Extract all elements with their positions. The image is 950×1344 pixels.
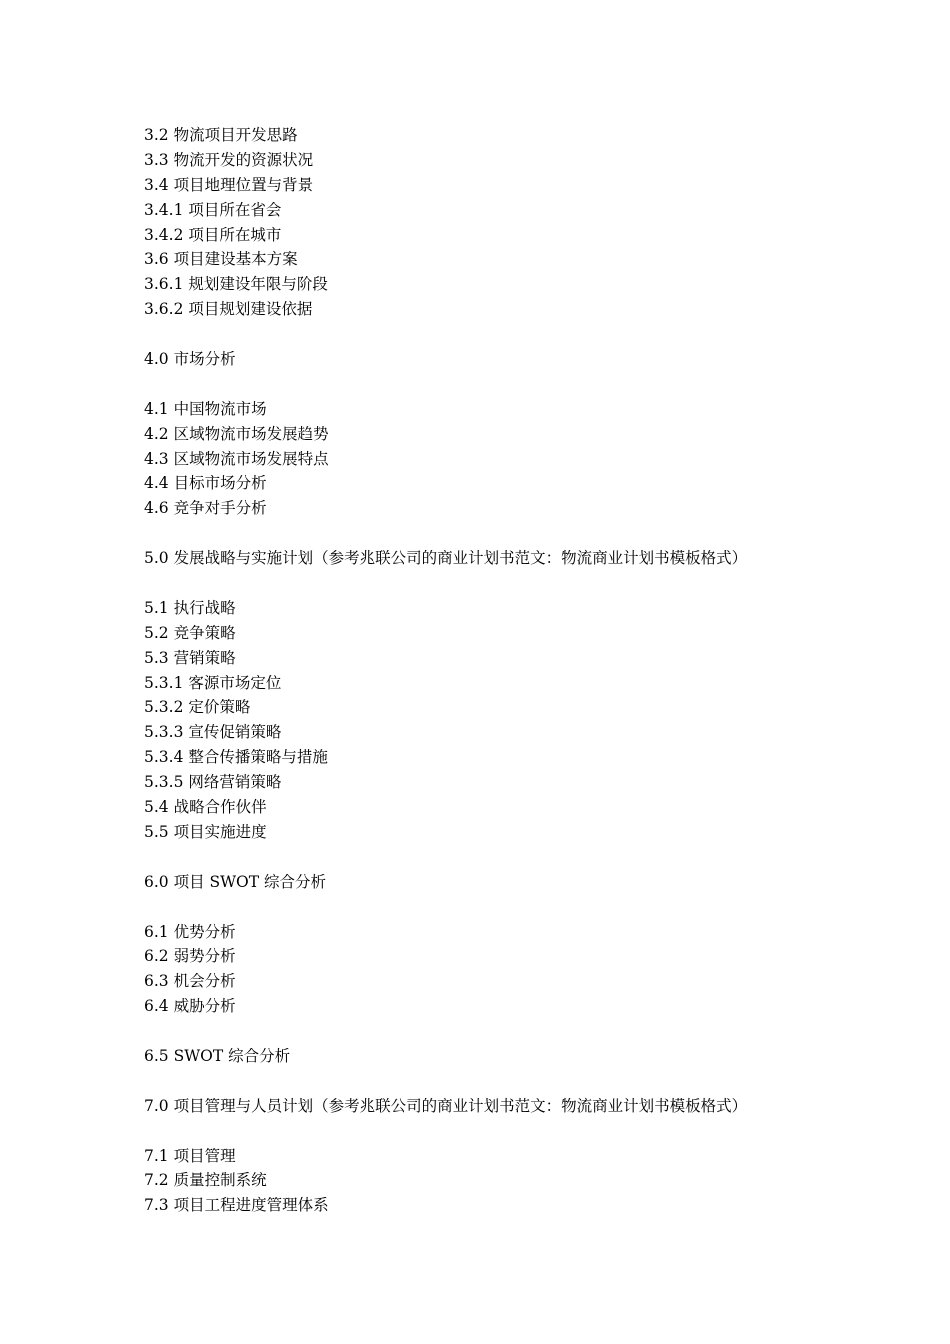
blank-line [144, 1119, 844, 1144]
toc-line: 3.2 物流项目开发思路 [144, 126, 298, 144]
toc-line: 3.6 项目建设基本方案 [144, 250, 298, 269]
toc-line: 6.3 机会分析 [144, 972, 236, 991]
blank-line [144, 571, 844, 596]
toc-line: 3.4.2 项目所在城市 [144, 225, 282, 244]
toc-line: 5.2 竞争策略 [144, 623, 236, 642]
toc-line: 3.3 物流开发的资源状况 [144, 150, 314, 169]
toc-line: 5.3.2 定价策略 [144, 698, 251, 717]
toc-line: 5.3.1 客源市场定位 [144, 673, 282, 692]
toc-line: 4.6 竞争对手分析 [144, 499, 267, 518]
toc-line: 5.1 执行战略 [144, 598, 236, 617]
toc-line: 3.4 项目地理位置与背景 [144, 175, 314, 194]
toc-line: 5.0 发展战略与实施计划（参考兆联公司的商业计划书范文：物流商业计划书模板格式） [144, 549, 748, 568]
blank-line [144, 895, 844, 920]
toc-line: 6.2 弱势分析 [144, 947, 236, 966]
toc-line: 5.3.4 整合传播策略与措施 [144, 748, 328, 767]
blank-line [144, 372, 844, 397]
toc-line: 7.2 质量控制系统 [144, 1171, 267, 1190]
blank-line [144, 322, 844, 347]
toc-line: 6.1 优势分析 [144, 922, 236, 941]
document-content [144, 123, 844, 1218]
toc-line: 6.0 项目 SWOT 综合分析 [144, 872, 327, 891]
toc-line: 7.3 项目工程进度管理体系 [144, 1196, 329, 1215]
toc-line: 6.4 威胁分析 [144, 997, 236, 1016]
toc-line: 5.4 战略合作伙伴 [144, 798, 267, 817]
toc-line: 4.3 区域物流市场发展特点 [144, 449, 329, 468]
toc-line: 3.4.1 项目所在省会 [144, 200, 282, 219]
toc-line: 3.6.1 规划建设年限与阶段 [144, 275, 328, 294]
blank-line [144, 521, 844, 546]
toc-line: 7.0 项目管理与人员计划（参考兆联公司的商业计划书范文：物流商业计划书模板格式） [144, 1096, 748, 1115]
toc-line: 6.5 SWOT 综合分析 [144, 1046, 291, 1065]
toc-line: 5.3.5 网络营销策略 [144, 773, 282, 792]
toc-line: 3.6.2 项目规划建设依据 [144, 300, 313, 319]
toc-line: 5.3 营销策略 [144, 648, 236, 667]
toc-line: 5.5 项目实施进度 [144, 822, 267, 841]
toc-line: 4.2 区域物流市场发展趋势 [144, 424, 329, 443]
blank-line [144, 1069, 844, 1094]
toc-line: 7.1 项目管理 [144, 1146, 236, 1165]
toc-line: 4.0 市场分析 [144, 350, 236, 369]
toc-line: 4.4 目标市场分析 [144, 474, 267, 493]
blank-line [144, 1019, 844, 1044]
blank-line [144, 845, 844, 870]
toc-line: 4.1 中国物流市场 [144, 399, 267, 418]
toc-line: 5.3.3 宣传促销策略 [144, 723, 282, 742]
